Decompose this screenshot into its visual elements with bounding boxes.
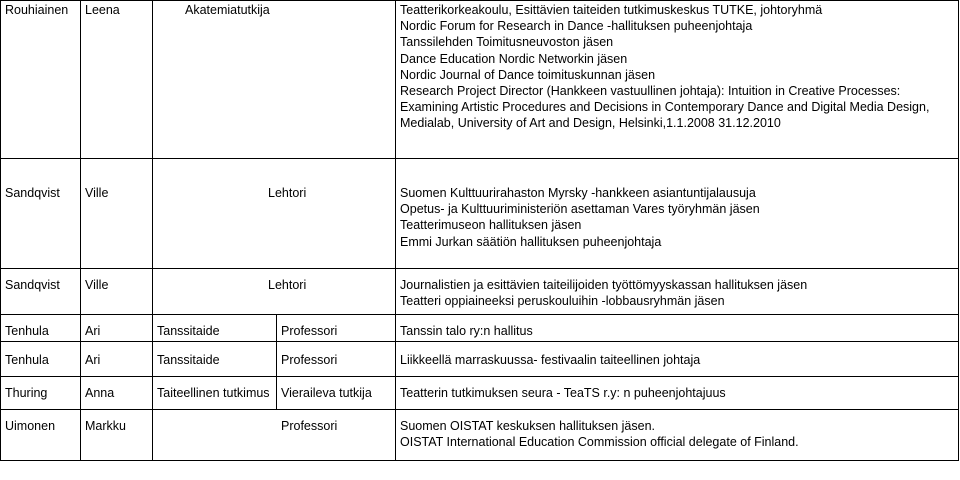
surname-cell: Sandqvist bbox=[1, 269, 81, 315]
duty-line: Journalistien ja esittävien taiteilijoiden työttömyyskassan hallituksen jäsen bbox=[400, 278, 808, 292]
title-cell: Professori bbox=[277, 315, 396, 342]
duty-line: Suomen Kulttuurirahaston Myrsky -hankkeen asiantuntijalausuja bbox=[400, 186, 756, 200]
duty-line: Liikkeellä marraskuussa- festivaalin taiteellinen johtaja bbox=[400, 353, 701, 367]
surname-cell: Tenhula bbox=[1, 315, 81, 342]
firstname-cell: Markku bbox=[81, 410, 153, 461]
firstname-cell: Ville bbox=[81, 159, 153, 269]
duties-cell bbox=[396, 269, 959, 315]
surname-cell: Thuring bbox=[1, 377, 81, 410]
duty-line: Teatterikorkeakoulu, Esittävien taiteiden tutkimuskeskus TUTKE, johtoryhmä bbox=[400, 3, 823, 17]
duty-line: Research Project Director (Hankkeen vastuullinen johtaja): Intuition in Creative Processes: bbox=[400, 84, 901, 99]
firstname-cell: Ville bbox=[81, 269, 153, 315]
department-cell: Tanssitaide bbox=[153, 315, 277, 342]
table-row bbox=[1, 377, 959, 410]
title-cell: Akatemiatutkija bbox=[153, 1, 396, 159]
firstname-cell: Ari bbox=[81, 342, 153, 377]
table-row bbox=[1, 269, 959, 315]
duty-line: Dance Education Nordic Networkin jäsen bbox=[400, 51, 628, 66]
duties-cell bbox=[396, 410, 959, 461]
title-cell: Vieraileva tutkija bbox=[277, 377, 396, 410]
table-row bbox=[1, 1, 959, 159]
table-row bbox=[1, 410, 959, 461]
firstname-cell: Leena bbox=[81, 1, 153, 159]
surname-cell: Rouhiainen bbox=[1, 1, 81, 159]
duty-line: Medialab, University of Art and Design, Helsinki,1.1.2008 31.12.2010 bbox=[400, 116, 781, 131]
duty-line: Tanssin talo ry:n hallitus bbox=[400, 324, 533, 338]
duties-cell bbox=[396, 377, 959, 410]
duties-cell bbox=[396, 1, 959, 159]
duties-cell bbox=[396, 159, 959, 269]
firstname-cell: Anna bbox=[81, 377, 153, 410]
title-cell: Professori bbox=[277, 342, 396, 377]
department-cell: Tanssitaide bbox=[153, 342, 277, 377]
duty-line: Opetus- ja Kulttuuriministeriön asettaman Vares työryhmän jäsen bbox=[400, 202, 760, 217]
department-cell: Taiteellinen tutkimus bbox=[153, 377, 277, 410]
duty-line: Examining Artistic Procedures and Decisions in Contemporary Dance and Digital Media Design, bbox=[400, 100, 930, 115]
duty-line: Nordic Forum for Research in Dance -hallituksen puheenjohtaja bbox=[400, 19, 753, 34]
table-row bbox=[1, 342, 959, 377]
table-row bbox=[1, 159, 959, 269]
duty-line: Emmi Jurkan säätiön hallituksen puheenjohtaja bbox=[400, 234, 662, 249]
duty-line: Nordic Journal of Dance toimituskunnan jäsen bbox=[400, 67, 656, 82]
duties-cell bbox=[396, 315, 959, 342]
duty-line: Teatterimuseon hallituksen jäsen bbox=[400, 218, 582, 233]
title-cell: Lehtori bbox=[153, 159, 396, 269]
surname-cell: Tenhula bbox=[1, 342, 81, 377]
duties-cell bbox=[396, 342, 959, 377]
duty-line: Teatterin tutkimuksen seura - TeaTS r.y: n puheenjohtajuus bbox=[400, 386, 726, 400]
duty-line: Teatteri oppiaineeksi peruskouluihin -lobbausryhmän jäsen bbox=[400, 294, 725, 309]
duty-line: Tanssilehden Toimitusneuvoston jäsen bbox=[400, 35, 614, 50]
table-row bbox=[1, 315, 959, 342]
duty-line: Suomen OISTAT keskuksen hallituksen jäsen. bbox=[400, 419, 656, 433]
title-cell: Professori bbox=[153, 410, 396, 461]
surname-cell: Uimonen bbox=[1, 410, 81, 461]
firstname-cell: Ari bbox=[81, 315, 153, 342]
title-cell: Lehtori bbox=[153, 269, 396, 315]
duty-line: OISTAT International Education Commission official delegate of Finland. bbox=[400, 435, 799, 450]
surname-cell: Sandqvist bbox=[1, 159, 81, 269]
